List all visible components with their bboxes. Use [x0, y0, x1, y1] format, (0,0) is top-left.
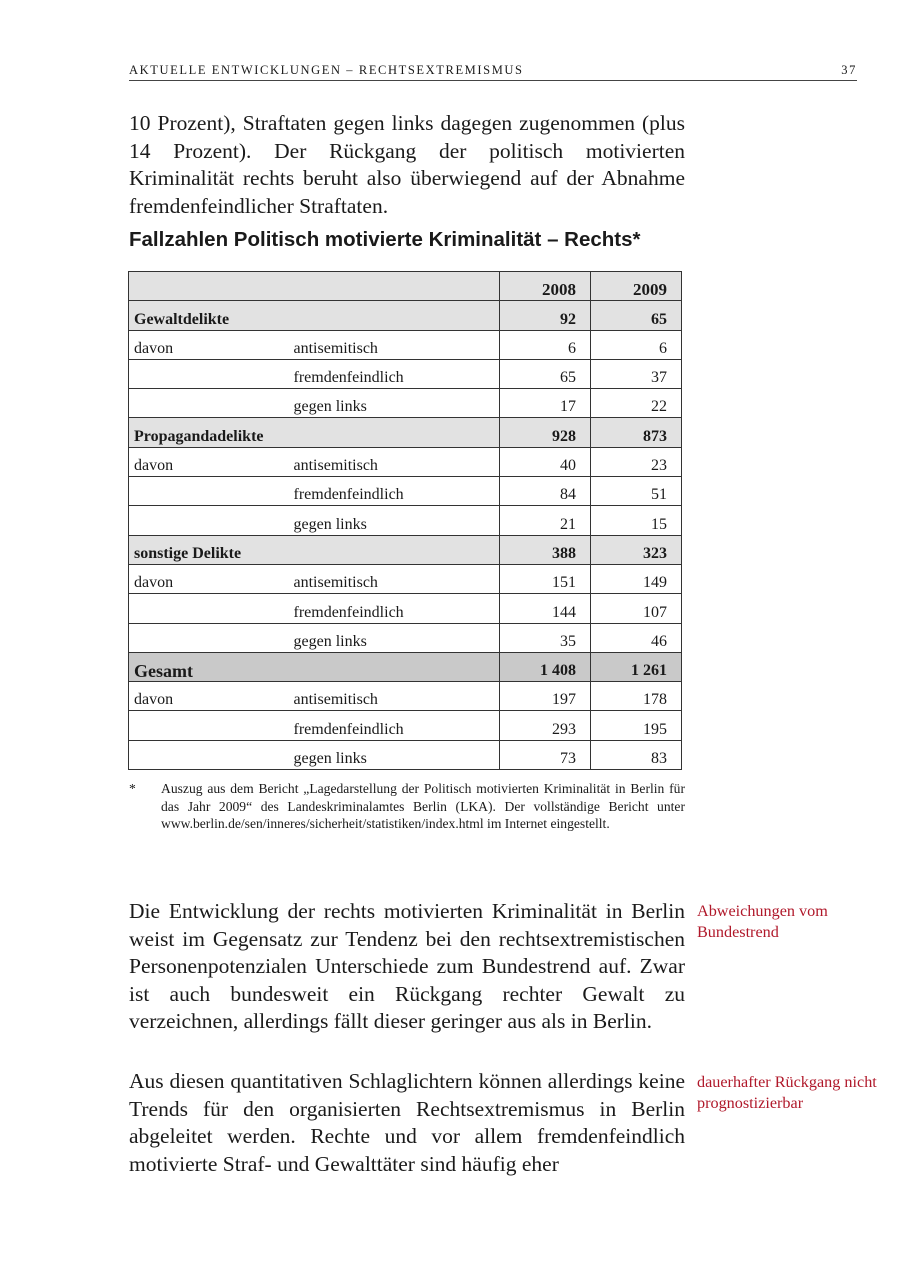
- row-category: fremdenfeindlich: [289, 594, 500, 623]
- row-value-2008: 151: [500, 564, 591, 593]
- table-header-row: [129, 272, 682, 301]
- row-category: antisemitisch: [289, 682, 500, 711]
- row-category: fremdenfeindlich: [289, 359, 500, 388]
- row-value-2008: 84: [500, 477, 591, 506]
- group-gewaltdelikte-2009: 65: [591, 301, 682, 330]
- group-sonstige-delikte-label: sonstige Delikte: [129, 535, 500, 564]
- row-value-2008: 21: [500, 506, 591, 535]
- crime-table-body: [129, 272, 682, 770]
- running-header: [129, 62, 857, 81]
- row-prefix: davon: [129, 330, 289, 359]
- row-category: antisemitisch: [289, 447, 500, 476]
- row-value-2008: 73: [500, 740, 591, 769]
- margin-note-1: Abweichungen vom Bundestrend: [697, 902, 828, 941]
- year-header-2008: 2008: [500, 272, 591, 301]
- crime-statistics-table: [128, 271, 682, 770]
- group-gesamt-2008: 1 408: [500, 652, 591, 681]
- body-paragraph-2: Die Entwicklung der rechts motivierten Kriminalität in Berlin weist im Gegensatz zur Tendenz bei den rechtsextremistischen Personenpotenzialen Unterschiede zum Bundestrend auf. Zwar ist auch bundesweit ein Rückgang rechter Gewalt zu verzeichnen, allerdings fällt dieser geringer aus als in Berlin.: [129, 899, 685, 1033]
- running-header-title: AKTUELLE ENTWICKLUNGEN – RECHTSEXTREMISMUS: [129, 63, 524, 77]
- group-sonstige-delikte-row: [129, 535, 682, 564]
- row-value-2008: 197: [500, 682, 591, 711]
- row-prefix: davon: [129, 682, 289, 711]
- row-category: gegen links: [289, 740, 500, 769]
- table-row: [129, 594, 682, 623]
- group-gewaltdelikte-2008: 92: [500, 301, 591, 330]
- group-gewaltdelikte-row: [129, 301, 682, 330]
- row-value-2009: 149: [591, 564, 682, 593]
- row-category: gegen links: [289, 506, 500, 535]
- row-prefix: [129, 506, 289, 535]
- footnote-text: Auszug aus dem Bericht „Lagedarstellung der Politisch motivierten Kriminalität in Berlin für das Jahr 2009“ des Landeskriminalamtes Berlin (LKA). Der vollständige Bericht unter www.berlin.de/sen/inneres/sicherheit/statistiken/index.html im Internet eingestellt.: [161, 781, 685, 831]
- year-header-2009: 2009: [591, 272, 682, 301]
- row-value-2009: 22: [591, 389, 682, 418]
- table-row: [129, 330, 682, 359]
- intro-paragraph: 10 Prozent), Straftaten gegen links dagegen zugenommen (plus 14 Prozent). Der Rückgang der politisch motivierten Kriminalität rechts beruht also überwiegend auf der Abnahme fremdenfeindlicher Straftaten.: [129, 111, 685, 218]
- row-prefix: davon: [129, 564, 289, 593]
- row-prefix: davon: [129, 447, 289, 476]
- row-value-2009: 195: [591, 711, 682, 740]
- row-value-2008: 144: [500, 594, 591, 623]
- row-prefix: [129, 711, 289, 740]
- row-value-2008: 6: [500, 330, 591, 359]
- group-gesamt-row: [129, 652, 682, 681]
- table-row: [129, 477, 682, 506]
- group-propagandadelikte-2008: 928: [500, 418, 591, 447]
- group-sonstige-delikte-2009: 323: [591, 535, 682, 564]
- group-gesamt-label: Gesamt: [129, 652, 500, 681]
- table-row: [129, 623, 682, 652]
- row-prefix: [129, 359, 289, 388]
- margin-note-2: dauerhafter Rückgang nicht prognostizierbar: [697, 1073, 877, 1112]
- table-footnote: [129, 780, 685, 833]
- row-value-2008: 35: [500, 623, 591, 652]
- table-row: [129, 389, 682, 418]
- row-category: antisemitisch: [289, 330, 500, 359]
- row-prefix: [129, 389, 289, 418]
- row-category: antisemitisch: [289, 564, 500, 593]
- group-propagandadelikte-row: [129, 418, 682, 447]
- row-value-2009: 178: [591, 682, 682, 711]
- table-row: [129, 564, 682, 593]
- footnote-marker: *: [129, 781, 136, 796]
- header-empty-cell: [129, 272, 500, 301]
- row-value-2009: 37: [591, 359, 682, 388]
- row-value-2009: 51: [591, 477, 682, 506]
- row-value-2009: 83: [591, 740, 682, 769]
- group-propagandadelikte-2009: 873: [591, 418, 682, 447]
- row-value-2008: 40: [500, 447, 591, 476]
- row-value-2008: 293: [500, 711, 591, 740]
- row-category: gegen links: [289, 389, 500, 418]
- row-prefix: [129, 740, 289, 769]
- table-row: [129, 711, 682, 740]
- table-row: [129, 447, 682, 476]
- table-row: [129, 740, 682, 769]
- row-value-2009: 23: [591, 447, 682, 476]
- row-prefix: [129, 623, 289, 652]
- body-paragraph-3: Aus diesen quantitativen Schlaglichtern können allerdings keine Trends für den organisierten Rechtsextremismus in Berlin abgeleitet werden. Rechte und vor allem fremdenfeindlich motivierte Straf- und Gewalttäter sind häufig eher: [129, 1069, 685, 1176]
- row-value-2009: 6: [591, 330, 682, 359]
- row-value-2009: 46: [591, 623, 682, 652]
- group-gesamt-2009: 1 261: [591, 652, 682, 681]
- row-prefix: [129, 594, 289, 623]
- row-value-2009: 107: [591, 594, 682, 623]
- table-title: Fallzahlen Politisch motivierte Kriminalität – Rechts*: [129, 228, 641, 251]
- group-sonstige-delikte-2008: 388: [500, 535, 591, 564]
- row-value-2008: 17: [500, 389, 591, 418]
- group-gewaltdelikte-label: Gewaltdelikte: [129, 301, 500, 330]
- table-row: [129, 359, 682, 388]
- page-number: 37: [841, 63, 857, 77]
- row-category: gegen links: [289, 623, 500, 652]
- table-row: [129, 506, 682, 535]
- group-propagandadelikte-label: Propagandadelikte: [129, 418, 500, 447]
- row-value-2008: 65: [500, 359, 591, 388]
- row-category: fremdenfeindlich: [289, 477, 500, 506]
- row-prefix: [129, 477, 289, 506]
- row-category: fremdenfeindlich: [289, 711, 500, 740]
- table-row: [129, 682, 682, 711]
- row-value-2009: 15: [591, 506, 682, 535]
